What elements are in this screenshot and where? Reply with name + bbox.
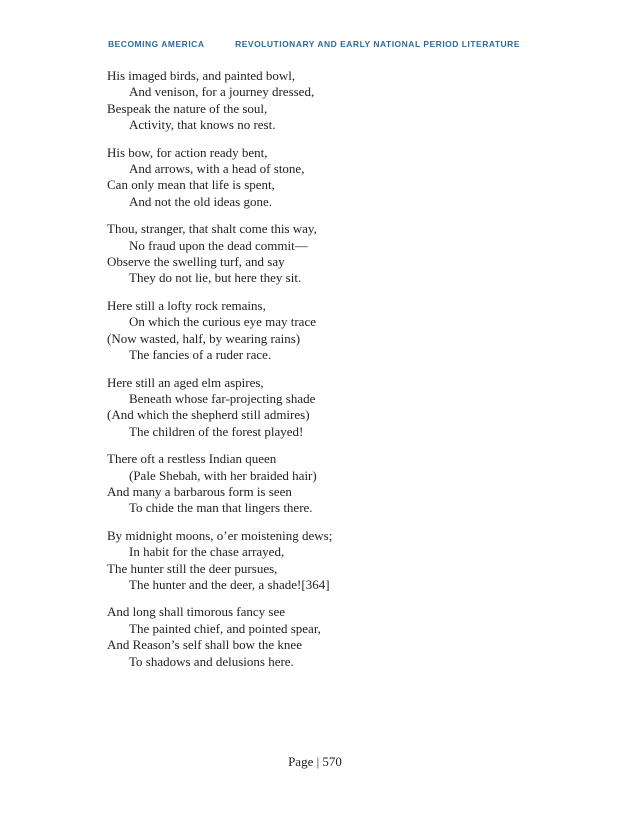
poem-line: The fancies of a ruder race. (129, 347, 272, 363)
stanza (107, 451, 590, 517)
book-title: BECOMING AMERICA (108, 39, 205, 49)
stanza (107, 145, 590, 211)
poem-line: The hunter still the deer pursues, (107, 560, 278, 576)
poem-line: To shadows and delusions here. (129, 653, 294, 669)
poem-line: By midnight moons, o’er moistening dews; (107, 527, 333, 543)
poem-line: The painted chief, and pointed spear, (129, 620, 321, 636)
poem-line: Here still an aged elm aspires, (107, 374, 264, 390)
stanza (107, 528, 590, 594)
page-footer (0, 754, 630, 770)
poem-line: The children of the forest played! (129, 423, 304, 439)
poem-line (107, 577, 590, 593)
poem-line: And not the old ideas gone. (129, 193, 272, 209)
stanza (107, 604, 590, 670)
poem-line: Can only mean that life is spent, (107, 177, 275, 193)
poem-line: His imaged birds, and painted bowl, (107, 68, 296, 83)
poem-line: There oft a restless Indian queen (107, 451, 277, 467)
poem-line: On which the curious eye may trace (129, 314, 316, 330)
poem-line: And venison, for a journey dressed, (129, 84, 315, 100)
poem-line: In habit for the chase arrayed, (129, 544, 285, 560)
poem-line: And Reason’s self shall bow the knee (107, 637, 302, 653)
poem-line: Bespeak the nature of the soul, (107, 100, 268, 116)
poem-line: (Now wasted, half, by wearing rains) (107, 330, 301, 346)
section-title: REVOLUTIONARY AND EARLY NATIONAL PERIOD LITERATURE (235, 39, 520, 49)
poem (107, 68, 590, 681)
poem-line-text: The hunter and the deer, a shade! (129, 576, 302, 592)
stanza (107, 375, 590, 441)
page-header (108, 39, 520, 49)
poem-line: (And which the shepherd still admires) (107, 407, 310, 423)
poem-line: Beneath whose far-projecting shade (129, 390, 316, 406)
poem-line: Observe the swelling turf, and say (107, 254, 285, 270)
poem-line: (Pale Shebah, with her braided hair) (129, 467, 317, 483)
poem-line: Thou, stranger, that shalt come this way, (107, 221, 317, 237)
poem-line: No fraud upon the dead commit— (129, 237, 308, 253)
stanza (107, 221, 590, 287)
stanza (107, 68, 590, 134)
page-number: Page | 570 (288, 754, 342, 769)
poem-line: They do not lie, but here they sit. (129, 270, 302, 286)
poem-line: And many a barbarous form is seen (107, 483, 292, 499)
footnote-ref-link[interactable]: [364] (301, 576, 330, 592)
stanza (107, 298, 590, 364)
poem-line: Here still a lofty rock remains, (107, 297, 266, 313)
poem-line: And arrows, with a head of stone, (129, 161, 305, 177)
poem-line: Activity, that knows no rest. (129, 117, 276, 133)
poem-line: To chide the man that lingers there. (129, 500, 313, 516)
poem-line: His bow, for action ready bent, (107, 144, 268, 160)
poem-line: And long shall timorous fancy see (107, 604, 285, 620)
